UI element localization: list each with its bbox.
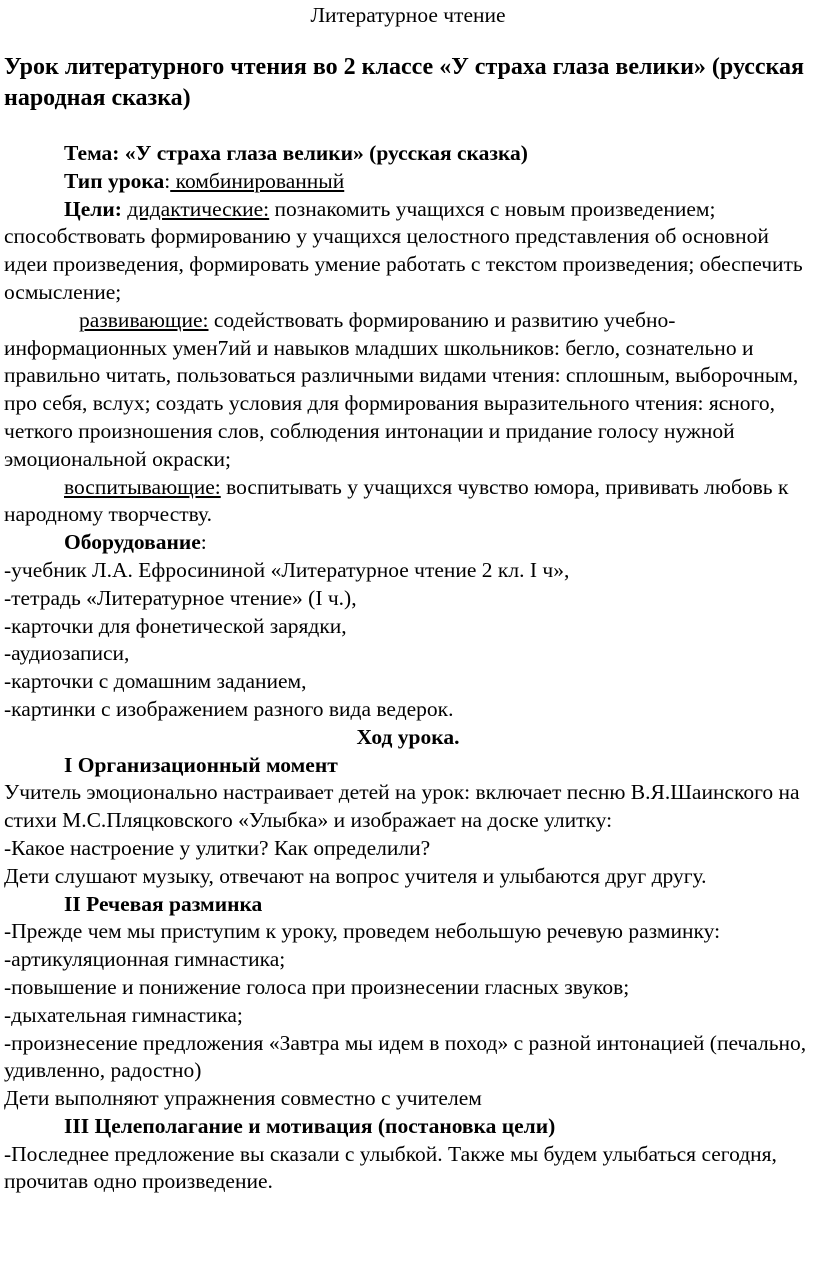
equipment-item: -карточки для фонетической зарядки, (4, 613, 347, 638)
section1-heading (4, 752, 812, 780)
didactic-text: познакомить учащихся с новым произведением; способствовать формированию у учащихся целостного представления об основной идеи произведения, формировать умение работать с текстом произведения; обеспечить осмысление; (4, 196, 803, 304)
section2-heading (4, 891, 812, 919)
topic-label: Тема: «У страха глаза велики» (русская сказка) (64, 141, 528, 165)
section1-paragraph: -Какое настроение у улитки? Как определили? (4, 835, 431, 860)
goals-developing (4, 307, 812, 474)
educational-text: воспитывать у учащихся чувство юмора, прививать любовь к народному творчеству. (4, 474, 789, 527)
lesson-type-colon: : (164, 168, 171, 193)
didactic-label: дидактические: (127, 196, 270, 221)
equipment-item: -картинки с изображением разного вида ведерок. (4, 696, 454, 721)
goals-label: Цели: (64, 196, 122, 221)
section1-title: I Организационный момент (64, 752, 338, 777)
section2-title: II Речевая разминка (64, 891, 263, 916)
equipment-item: -учебник Л.А. Ефросининой «Литературное чтение 2 кл. I ч», (4, 557, 570, 582)
equipment-item: -тетрадь «Литературное чтение» (I ч.), (4, 585, 357, 610)
section1-paragraph: Учитель эмоционально настраивает детей на урок: включает песню В.Я.Шаинского на стихи М.С.Пляцковского «Улыбка» и изображает на доске улитку: (4, 780, 800, 833)
equipment-label: Оборудование (64, 530, 201, 555)
section3-paragraph: -Последнее предложение вы сказали с улыбкой. Также мы будем улыбаться сегодня, прочитав одно произведение. (4, 1141, 777, 1194)
course-title (4, 724, 812, 752)
developing-text: содействовать формированию и развитию учебно-информационных умен7ий и навыков младших школьников: бегло, сознательно и правильно читать, пользоваться различными видами чтения: сплошным, выборочным, про себя, вслух; создать условия для формирования выразительного чтения: ясного, четкого произношения слов, соблюдения интонации и придание голосу нужной эмоциональной окраски; (4, 307, 799, 471)
equipment-item: -аудиозаписи, (4, 641, 130, 666)
lesson-type-value: комбинированный (170, 168, 345, 193)
section2-paragraph: -артикуляционная гимнастика; (4, 947, 286, 972)
course-title-text: Ход урока. (356, 724, 460, 749)
equipment-heading (4, 529, 812, 557)
section3-title: III Целеполагание и мотивация (постановка цели) (64, 1113, 556, 1138)
developing-label: развивающие: (79, 307, 209, 332)
section2-paragraph: -Прежде чем мы приступим к уроку, проведем небольшую речевую разминку: (4, 919, 721, 944)
document-page (4, 0, 812, 1196)
section2-paragraph: -дыхательная гимнастика; (4, 1002, 243, 1027)
section2-paragraph: -повышение и понижение голоса при произнесении гласных звуков; (4, 974, 630, 999)
equipment-colon: : (200, 530, 207, 555)
equipment-item: -карточки с домашним заданием, (4, 669, 307, 694)
goals-didactic (4, 196, 812, 307)
page-header: Литературное чтение (310, 3, 506, 27)
goals-educational (4, 474, 812, 530)
lesson-type-label: Тип урока (64, 168, 165, 193)
section2-paragraph: Дети выполняют упражнения совместно с учителем (4, 1086, 482, 1111)
educational-label: воспитывающие: (64, 474, 221, 499)
topic-line (4, 140, 812, 168)
section1-paragraph: Дети слушают музыку, отвечают на вопрос учителя и улыбаются друг другу. (4, 863, 707, 888)
lesson-type-line (4, 168, 812, 196)
section2-paragraph: -произнесение предложения «Завтра мы идем в поход» с разной интонацией (печально, удивленно, радостно) (4, 1030, 807, 1083)
lesson-title: Урок литературного чтения во 2 классе «У страха глаза велики» (русская народная сказка) (4, 54, 804, 111)
section3-heading (4, 1113, 812, 1141)
